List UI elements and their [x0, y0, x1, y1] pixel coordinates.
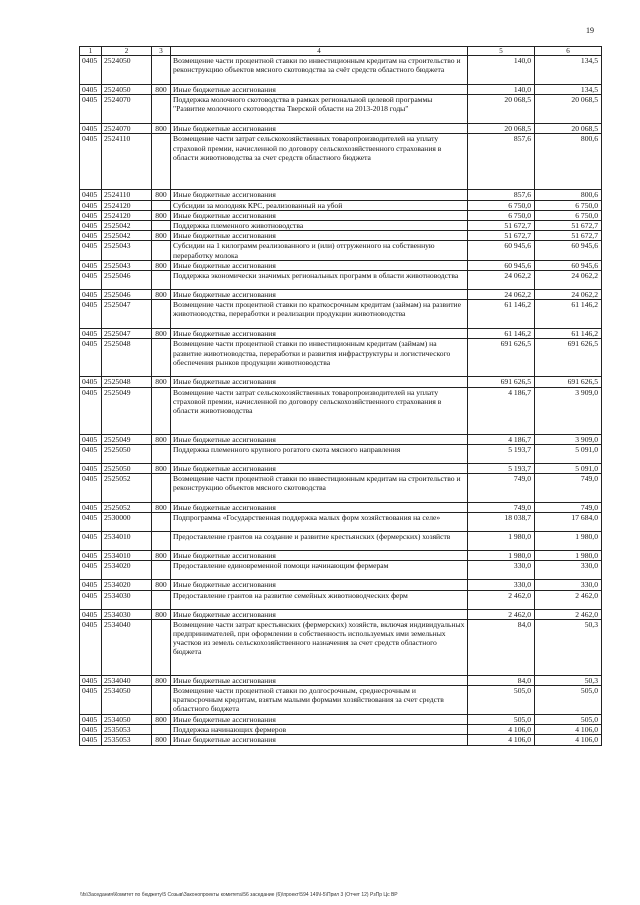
expense-type-code	[152, 339, 171, 377]
target-article-code: 2534010	[102, 532, 152, 551]
executed-amount: 24 062,2	[535, 290, 602, 300]
table-row	[80, 241, 602, 260]
target-article-code: 2525052	[102, 474, 152, 503]
executed-amount: 61 146,2	[535, 329, 602, 339]
executed-amount: 60 945,6	[535, 241, 602, 260]
header-cell: 5	[468, 47, 535, 56]
section-code: 0405	[80, 675, 102, 685]
expense-type-code	[152, 444, 171, 463]
planned-amount: 505,0	[468, 715, 535, 725]
planned-amount: 749,0	[468, 503, 535, 513]
table-row	[80, 532, 602, 551]
table-row	[80, 190, 602, 200]
target-article-code: 2525050	[102, 463, 152, 473]
target-article-code: 2525052	[102, 503, 152, 513]
planned-amount: 24 062,2	[468, 290, 535, 300]
item-description: Поддержка племенного крупного рогатого скота мясного направления	[171, 444, 468, 463]
executed-amount: 691 626,5	[535, 339, 602, 377]
target-article-code: 2524050	[102, 56, 152, 85]
planned-amount: 140,0	[468, 85, 535, 95]
target-article-code: 2525049	[102, 434, 152, 444]
item-description: Возмещение части процентной ставки по инвестиционным кредитам на строительство и реконструкцию объектов мясного скотоводства	[171, 474, 468, 503]
section-code: 0405	[80, 210, 102, 220]
expense-type-code	[152, 513, 171, 532]
planned-amount: 505,0	[468, 686, 535, 715]
expense-type-code	[152, 725, 171, 735]
target-article-code: 2534030	[102, 609, 152, 619]
executed-amount: 61 146,2	[535, 300, 602, 329]
target-article-code: 2534030	[102, 590, 152, 609]
executed-amount: 800,6	[535, 134, 602, 190]
target-article-code: 2524070	[102, 124, 152, 134]
table-row	[80, 434, 602, 444]
expense-type-code	[152, 686, 171, 715]
target-article-code: 2525049	[102, 387, 152, 434]
expense-type-code	[152, 56, 171, 85]
table-row	[80, 271, 602, 290]
section-code: 0405	[80, 561, 102, 580]
executed-amount: 330,0	[535, 580, 602, 590]
table-row	[80, 725, 602, 735]
expense-type-code: 800	[152, 231, 171, 241]
expense-type-code	[152, 590, 171, 609]
expense-type-code	[152, 387, 171, 434]
target-article-code: 2524050	[102, 85, 152, 95]
expense-type-code	[152, 134, 171, 190]
planned-amount: 6 750,0	[468, 200, 535, 210]
item-description: Подпрограмма «Государственная поддержка малых форм хозяйствования на селе»	[171, 513, 468, 532]
table-row	[80, 260, 602, 270]
item-description: Иные бюджетные ассигнования	[171, 675, 468, 685]
table-row	[80, 735, 602, 745]
expense-type-code	[152, 200, 171, 210]
item-description: Поддержка молочного скотоводства в рамках региональной целевой программы "Развитие молочного скотоводства Тверской области на 2013-2018 годы"	[171, 95, 468, 124]
executed-amount: 1 980,0	[535, 532, 602, 551]
section-code: 0405	[80, 271, 102, 290]
item-description: Иные бюджетные ассигнования	[171, 580, 468, 590]
target-article-code: 2525047	[102, 329, 152, 339]
section-code: 0405	[80, 463, 102, 473]
expense-type-code: 800	[152, 210, 171, 220]
item-description: Иные бюджетные ассигнования	[171, 290, 468, 300]
planned-amount: 330,0	[468, 561, 535, 580]
planned-amount: 5 193,7	[468, 463, 535, 473]
planned-amount: 84,0	[468, 619, 535, 675]
table-row	[80, 290, 602, 300]
item-description: Субсидии на 1 килограмм реализованного и (или) отгруженного на собственную переработку молока	[171, 241, 468, 260]
executed-amount: 134,5	[535, 85, 602, 95]
planned-amount: 2 462,0	[468, 609, 535, 619]
expense-type-code: 800	[152, 260, 171, 270]
planned-amount: 4 186,7	[468, 434, 535, 444]
section-code: 0405	[80, 377, 102, 387]
item-description: Иные бюджетные ассигнования	[171, 377, 468, 387]
header-cell: 3	[152, 47, 171, 56]
table-row	[80, 675, 602, 685]
target-article-code: 2525050	[102, 444, 152, 463]
target-article-code: 2525043	[102, 241, 152, 260]
table-row	[80, 444, 602, 463]
item-description: Иные бюджетные ассигнования	[171, 503, 468, 513]
table-row	[80, 210, 602, 220]
header-cell: 4	[171, 47, 468, 56]
expense-type-code: 800	[152, 463, 171, 473]
planned-amount: 61 146,2	[468, 300, 535, 329]
target-article-code: 2530000	[102, 513, 152, 532]
target-article-code: 2525046	[102, 271, 152, 290]
planned-amount: 857,6	[468, 190, 535, 200]
expense-type-code: 800	[152, 551, 171, 561]
expense-type-code: 800	[152, 609, 171, 619]
item-description: Субсидии за молодняк КРС, реализованный на убой	[171, 200, 468, 210]
section-code: 0405	[80, 387, 102, 434]
planned-amount: 4 106,0	[468, 735, 535, 745]
item-description: Иные бюджетные ассигнования	[171, 609, 468, 619]
header-cell: 2	[102, 47, 152, 56]
section-code: 0405	[80, 725, 102, 735]
target-article-code: 2525042	[102, 221, 152, 231]
section-code: 0405	[80, 300, 102, 329]
planned-amount: 691 626,5	[468, 377, 535, 387]
section-code: 0405	[80, 290, 102, 300]
planned-amount: 6 750,0	[468, 210, 535, 220]
expense-type-code: 800	[152, 675, 171, 685]
target-article-code: 2534020	[102, 580, 152, 590]
table-row	[80, 85, 602, 95]
expense-type-code	[152, 271, 171, 290]
planned-amount: 1 980,0	[468, 551, 535, 561]
executed-amount: 749,0	[535, 503, 602, 513]
table-row	[80, 231, 602, 241]
section-code: 0405	[80, 580, 102, 590]
executed-amount: 24 062,2	[535, 271, 602, 290]
target-article-code: 2534040	[102, 675, 152, 685]
section-code: 0405	[80, 231, 102, 241]
table-row	[80, 329, 602, 339]
expense-type-code	[152, 300, 171, 329]
executed-amount: 60 945,6	[535, 260, 602, 270]
table-row	[80, 221, 602, 231]
planned-amount: 2 462,0	[468, 590, 535, 609]
table-row	[80, 561, 602, 580]
executed-amount: 20 068,5	[535, 124, 602, 134]
item-description: Иные бюджетные ассигнования	[171, 190, 468, 200]
expense-type-code	[152, 474, 171, 503]
planned-amount: 140,0	[468, 56, 535, 85]
executed-amount: 505,0	[535, 715, 602, 725]
executed-amount: 691 626,5	[535, 377, 602, 387]
item-description: Возмещение части процентной ставки по краткосрочным кредитам (займам) на развитие животноводства, переработки и реализации продукции животноводства	[171, 300, 468, 329]
page-number: 19	[586, 26, 594, 35]
executed-amount: 6 750,0	[535, 210, 602, 220]
executed-amount: 3 909,0	[535, 387, 602, 434]
expense-type-code: 800	[152, 190, 171, 200]
executed-amount: 51 672,7	[535, 231, 602, 241]
section-code: 0405	[80, 200, 102, 210]
target-article-code: 2525046	[102, 290, 152, 300]
expense-type-code: 800	[152, 124, 171, 134]
executed-amount: 2 462,0	[535, 609, 602, 619]
header-cell: 6	[535, 47, 602, 56]
executed-amount: 20 068,5	[535, 95, 602, 124]
planned-amount: 4 186,7	[468, 387, 535, 434]
planned-amount: 61 146,2	[468, 329, 535, 339]
target-article-code: 2524120	[102, 200, 152, 210]
target-article-code: 2534050	[102, 715, 152, 725]
executed-amount: 50,3	[535, 619, 602, 675]
target-article-code: 2534020	[102, 561, 152, 580]
item-description: Возмещение части процентной ставки по инвестиционным кредитам (займам) на развитие животноводства, переработки и развития инфраструктуры и логистического обеспечения рынков продукции животноводства	[171, 339, 468, 377]
planned-amount: 857,6	[468, 134, 535, 190]
executed-amount: 6 750,0	[535, 200, 602, 210]
expense-type-code	[152, 241, 171, 260]
table-row	[80, 200, 602, 210]
item-description: Возмещение части процентной ставки по инвестиционным кредитам на строительство и реконструкцию объектов мясного скотоводства за счёт средств областного бюджета	[171, 56, 468, 85]
planned-amount: 24 062,2	[468, 271, 535, 290]
expense-type-code: 800	[152, 434, 171, 444]
executed-amount: 17 684,0	[535, 513, 602, 532]
item-description: Поддержка племенного животноводства	[171, 221, 468, 231]
item-description: Предоставление грантов на создание и развитие крестьянских (фермерских) хозяйств	[171, 532, 468, 551]
table-row	[80, 387, 602, 434]
executed-amount: 749,0	[535, 474, 602, 503]
item-description: Иные бюджетные ассигнования	[171, 434, 468, 444]
planned-amount: 4 106,0	[468, 725, 535, 735]
target-article-code: 2535053	[102, 735, 152, 745]
executed-amount: 5 091,0	[535, 444, 602, 463]
section-code: 0405	[80, 444, 102, 463]
table-row	[80, 474, 602, 503]
target-article-code: 2534050	[102, 686, 152, 715]
table-row	[80, 513, 602, 532]
section-code: 0405	[80, 241, 102, 260]
table-row	[80, 134, 602, 190]
section-code: 0405	[80, 715, 102, 725]
table-row	[80, 339, 602, 377]
table-header-row	[80, 47, 602, 56]
section-code: 0405	[80, 95, 102, 124]
executed-amount: 1 980,0	[535, 551, 602, 561]
table-row	[80, 580, 602, 590]
section-code: 0405	[80, 190, 102, 200]
executed-amount: 51 672,7	[535, 221, 602, 231]
expense-type-code	[152, 95, 171, 124]
target-article-code: 2525048	[102, 377, 152, 387]
section-code: 0405	[80, 686, 102, 715]
executed-amount: 3 909,0	[535, 434, 602, 444]
expense-type-code: 800	[152, 329, 171, 339]
item-description: Возмещение части затрат крестьянских (фермерских) хозяйств, включая индивидуальных предпринимателей, при оформлении в собственность используемых ими земельных участков из земель сельскохозяйственного назначения за счет средств областного бюджета	[171, 619, 468, 675]
executed-amount: 2 462,0	[535, 590, 602, 609]
section-code: 0405	[80, 474, 102, 503]
item-description: Возмещение части затрат сельскохозяйственных товаропроизводителей на уплату страховой премии, начисленной по договору сельскохозяйственного страхования в области животноводства	[171, 387, 468, 434]
expense-type-code: 800	[152, 377, 171, 387]
item-description: Поддержка начинающих фермеров	[171, 725, 468, 735]
table-row	[80, 619, 602, 675]
executed-amount: 50,3	[535, 675, 602, 685]
target-article-code: 2525042	[102, 231, 152, 241]
section-code: 0405	[80, 329, 102, 339]
executed-amount: 330,0	[535, 561, 602, 580]
section-code: 0405	[80, 260, 102, 270]
target-article-code: 2535053	[102, 725, 152, 735]
expense-type-code: 800	[152, 290, 171, 300]
expense-type-code: 800	[152, 503, 171, 513]
table-row	[80, 590, 602, 609]
table-row	[80, 124, 602, 134]
item-description: Поддержка экономически значимых региональных программ в области животноводства	[171, 271, 468, 290]
section-code: 0405	[80, 85, 102, 95]
item-description: Иные бюджетные ассигнования	[171, 329, 468, 339]
table-body	[80, 56, 602, 746]
planned-amount: 60 945,6	[468, 241, 535, 260]
item-description: Иные бюджетные ассигнования	[171, 735, 468, 745]
item-description: Возмещение части затрат сельскохозяйственных товаропроизводителей на уплату страховой премии, начисленной по договору сельскохозяйственного страхования в области животноводства за счет средств областного бюджета	[171, 134, 468, 190]
planned-amount: 51 672,7	[468, 231, 535, 241]
item-description: Иные бюджетные ассигнования	[171, 715, 468, 725]
expense-type-code	[152, 532, 171, 551]
header-cell: 1	[80, 47, 102, 56]
table-row	[80, 56, 602, 85]
budget-table	[79, 46, 602, 746]
item-description: Иные бюджетные ассигнования	[171, 124, 468, 134]
table-row	[80, 300, 602, 329]
section-code: 0405	[80, 339, 102, 377]
section-code: 0405	[80, 513, 102, 532]
item-description: Иные бюджетные ассигнования	[171, 551, 468, 561]
expense-type-code: 800	[152, 580, 171, 590]
section-code: 0405	[80, 503, 102, 513]
table-row	[80, 377, 602, 387]
expense-type-code: 800	[152, 715, 171, 725]
planned-amount: 20 068,5	[468, 95, 535, 124]
target-article-code: 2524110	[102, 134, 152, 190]
footer-path: \\fs\Заседания\Комитет по бюджету\5 Созыв\Законопроекты комитета\56 заседание (6)\проект\594 149\I-5\Прил 3 (Отчет 12) РзПр Цс ВР	[80, 892, 398, 898]
planned-amount: 60 945,6	[468, 260, 535, 270]
planned-amount: 18 038,7	[468, 513, 535, 532]
item-description: Иные бюджетные ассигнования	[171, 260, 468, 270]
planned-amount: 749,0	[468, 474, 535, 503]
section-code: 0405	[80, 434, 102, 444]
executed-amount: 4 106,0	[535, 735, 602, 745]
target-article-code: 2534010	[102, 551, 152, 561]
section-code: 0405	[80, 551, 102, 561]
section-code: 0405	[80, 134, 102, 190]
section-code: 0405	[80, 124, 102, 134]
executed-amount: 505,0	[535, 686, 602, 715]
item-description: Иные бюджетные ассигнования	[171, 85, 468, 95]
executed-amount: 800,6	[535, 190, 602, 200]
table-row	[80, 715, 602, 725]
table-row	[80, 95, 602, 124]
item-description: Возмещение части процентной ставки по долгосрочным, среднесрочным и краткосрочным кредитам, взятым малыми формами хозяйствования за счет средств областного бюджета	[171, 686, 468, 715]
target-article-code: 2525043	[102, 260, 152, 270]
section-code: 0405	[80, 619, 102, 675]
table-row	[80, 463, 602, 473]
section-code: 0405	[80, 609, 102, 619]
planned-amount: 330,0	[468, 580, 535, 590]
table-row	[80, 551, 602, 561]
section-code: 0405	[80, 590, 102, 609]
planned-amount: 51 672,7	[468, 221, 535, 231]
expense-type-code	[152, 221, 171, 231]
expense-type-code	[152, 619, 171, 675]
target-article-code: 2524120	[102, 210, 152, 220]
planned-amount: 1 980,0	[468, 532, 535, 551]
item-description: Предоставление грантов на развитие семейных животноводческих ферм	[171, 590, 468, 609]
executed-amount: 5 091,0	[535, 463, 602, 473]
target-article-code: 2524070	[102, 95, 152, 124]
planned-amount: 5 193,7	[468, 444, 535, 463]
planned-amount: 84,0	[468, 675, 535, 685]
expense-type-code	[152, 561, 171, 580]
planned-amount: 20 068,5	[468, 124, 535, 134]
executed-amount: 134,5	[535, 56, 602, 85]
section-code: 0405	[80, 532, 102, 551]
table-row	[80, 686, 602, 715]
section-code: 0405	[80, 56, 102, 85]
target-article-code: 2525048	[102, 339, 152, 377]
item-description: Иные бюджетные ассигнования	[171, 210, 468, 220]
item-description: Иные бюджетные ассигнования	[171, 463, 468, 473]
section-code: 0405	[80, 735, 102, 745]
target-article-code: 2525047	[102, 300, 152, 329]
executed-amount: 4 106,0	[535, 725, 602, 735]
planned-amount: 691 626,5	[468, 339, 535, 377]
table-row	[80, 503, 602, 513]
item-description: Предоставление единовременной помощи начинающим фермерам	[171, 561, 468, 580]
expense-type-code: 800	[152, 85, 171, 95]
item-description: Иные бюджетные ассигнования	[171, 231, 468, 241]
target-article-code: 2524110	[102, 190, 152, 200]
section-code: 0405	[80, 221, 102, 231]
table-row	[80, 609, 602, 619]
expense-type-code: 800	[152, 735, 171, 745]
target-article-code: 2534040	[102, 619, 152, 675]
